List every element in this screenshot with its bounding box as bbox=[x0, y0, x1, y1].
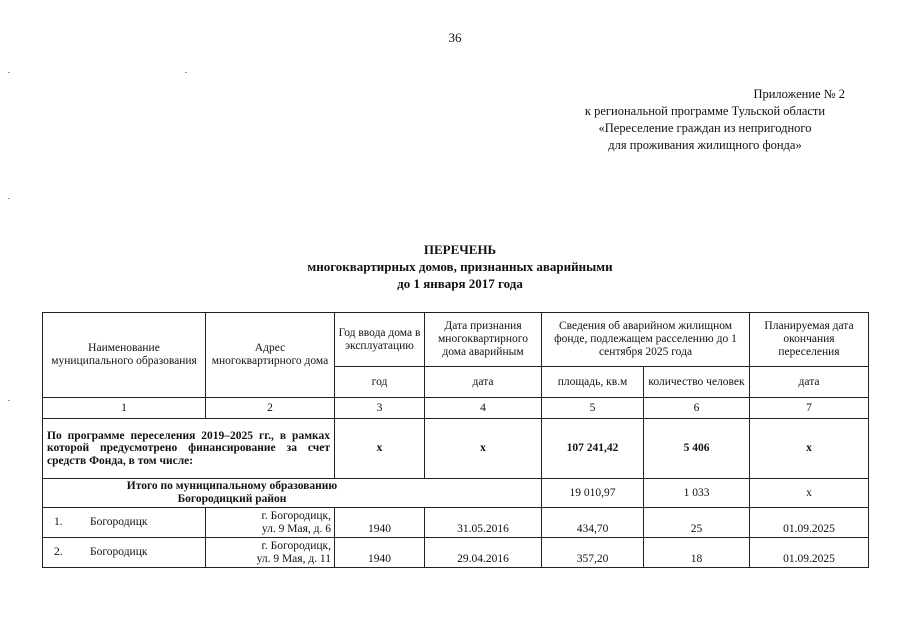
scan-speck bbox=[8, 400, 10, 401]
subheader-people: количество человек bbox=[644, 367, 750, 398]
title-line-3: до 1 января 2017 года bbox=[397, 276, 523, 291]
table-row bbox=[43, 538, 869, 568]
subtotal-label-line-1: Итого по муниципальному образованию bbox=[126, 480, 338, 492]
program-people: 5 406 bbox=[644, 419, 750, 479]
row-address-line-2: ул. 9 Мая, д. 11 bbox=[256, 552, 331, 565]
row-date: 31.05.2016 bbox=[425, 508, 542, 538]
program-date: х bbox=[425, 419, 542, 479]
row-area: 357,20 bbox=[542, 538, 644, 568]
appendix-header bbox=[545, 86, 865, 154]
title-line-2: многоквартирных домов, признанных аварийными bbox=[307, 259, 613, 274]
row-address-line-1: г. Богородицк, bbox=[261, 539, 331, 552]
scan-speck bbox=[8, 198, 10, 199]
row-municipality bbox=[43, 508, 206, 538]
appendix-line-2: к региональной программе Тульской области bbox=[584, 104, 826, 118]
column-number: 4 bbox=[425, 398, 542, 419]
row-area: 434,70 bbox=[542, 508, 644, 538]
row-people: 18 bbox=[644, 538, 750, 568]
subtotal-label bbox=[43, 479, 542, 508]
row-address-line-2: ул. 9 Мая, д. 6 bbox=[261, 522, 331, 535]
header-year: Год ввода дома в эксплуатацию bbox=[335, 313, 425, 367]
row-address-line-1: г. Богородицк, bbox=[261, 509, 331, 522]
column-number: 7 bbox=[750, 398, 869, 419]
row-address bbox=[206, 538, 335, 568]
row-date: 29.04.2016 bbox=[425, 538, 542, 568]
row-end-date: 01.09.2025 bbox=[750, 508, 869, 538]
header-address: Адрес многоквартирного дома bbox=[206, 313, 335, 398]
subtotal-people: 1 033 bbox=[644, 479, 750, 508]
housing-table bbox=[42, 312, 869, 568]
column-number: 5 bbox=[542, 398, 644, 419]
row-year: 1940 bbox=[335, 538, 425, 568]
appendix-line-4: для проживания жилищного фонда» bbox=[608, 138, 802, 152]
subtotal-label-line-2: Богородицкий район bbox=[177, 493, 287, 505]
row-number: 1. bbox=[54, 516, 63, 528]
subheader-area: площадь, кв.м bbox=[542, 367, 644, 398]
header-end-date: Планируемая дата окончания переселения bbox=[750, 313, 869, 367]
program-area: 107 241,42 bbox=[542, 419, 644, 479]
subtotal-row bbox=[43, 479, 869, 508]
header-recognition-date: Дата признания многоквартирного дома аварийным bbox=[425, 313, 542, 367]
column-number: 2 bbox=[206, 398, 335, 419]
row-people: 25 bbox=[644, 508, 750, 538]
subtotal-area: 19 010,97 bbox=[542, 479, 644, 508]
page-number: 36 bbox=[448, 30, 462, 45]
title-line-1: ПЕРЕЧЕНЬ bbox=[423, 242, 497, 257]
row-municipality bbox=[43, 538, 206, 568]
table-row bbox=[43, 508, 869, 538]
subheader-year: год bbox=[335, 367, 425, 398]
row-number: 2. bbox=[54, 546, 63, 558]
subheader-end-date: дата bbox=[750, 367, 869, 398]
header-row bbox=[43, 313, 869, 367]
appendix-line-3: «Переселение граждан из непригодного bbox=[598, 121, 812, 135]
row-address bbox=[206, 508, 335, 538]
row-end-date: 01.09.2025 bbox=[750, 538, 869, 568]
column-number: 1 bbox=[43, 398, 206, 419]
program-total-row bbox=[43, 419, 869, 479]
header-municipality: Наименование муниципального образования bbox=[43, 313, 206, 398]
row-year: 1940 bbox=[335, 508, 425, 538]
program-label: По программе переселения 2019–2025 гг., в рамках которой предусмотрено финансирование за счет средств Фонда, в том числе: bbox=[43, 419, 335, 479]
scan-speck bbox=[185, 72, 187, 73]
program-end-date: х bbox=[750, 419, 869, 479]
column-number: 6 bbox=[644, 398, 750, 419]
column-numbers-row bbox=[43, 398, 869, 419]
document-title bbox=[200, 241, 720, 292]
scan-speck bbox=[8, 72, 10, 73]
column-number: 3 bbox=[335, 398, 425, 419]
header-emergency-fund: Сведения об аварийном жилищном фонде, подлежащем расселению до 1 сентября 2025 года bbox=[542, 313, 750, 367]
appendix-line-1: Приложение № 2 bbox=[753, 87, 845, 101]
program-year: х bbox=[335, 419, 425, 479]
subheader-date: дата bbox=[425, 367, 542, 398]
row-municipality-name: Богородицк bbox=[90, 546, 148, 558]
subtotal-end-date: х bbox=[750, 479, 869, 508]
row-municipality-name: Богородицк bbox=[90, 516, 148, 528]
